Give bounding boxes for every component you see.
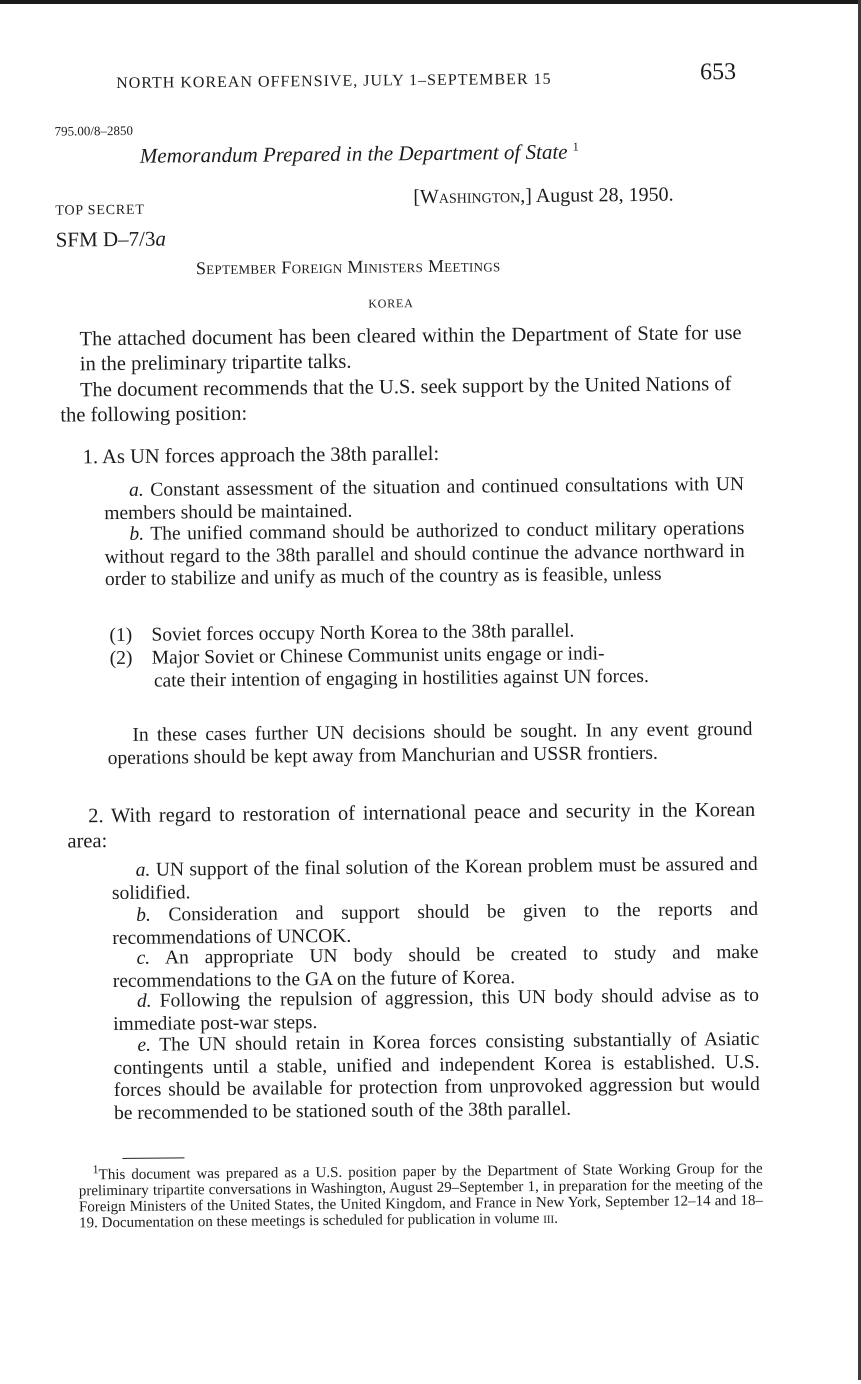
- document-title: [140, 140, 579, 169]
- footnote-volume: iii.: [543, 1210, 558, 1227]
- document-code-suffix: a: [155, 226, 167, 251]
- point-2-heading: 2. With regard to restoration of international peace and security in the Korean area:: [67, 798, 756, 853]
- point-1a-text: Constant assessment of the situation and continued consultations with UN members should be maintained.: [104, 473, 745, 524]
- point-1b-text: The unified command should be authorized to conduct military operations without regard to the 38th parallel and should continue the advance northward in order to stabilize and unify as much of the country as is feasible, unless: [104, 517, 745, 591]
- footnote-marker: 1: [92, 1162, 99, 1177]
- dateline-date: August 28, 1950.: [535, 183, 674, 207]
- point-2c-text: An appropriate UN body should be created to study and make recommendations to the GA on the future of Korea.: [112, 941, 759, 992]
- condition-1-label: (1): [109, 624, 133, 647]
- file-number: 795.00/8–2850: [54, 122, 134, 139]
- point-2a: [112, 854, 758, 905]
- point-2d: [113, 985, 759, 1036]
- point-1a: [104, 474, 744, 525]
- point-2d-label: d.: [136, 990, 152, 1012]
- point-1b: [104, 518, 745, 592]
- point-1a-label: a.: [128, 479, 144, 501]
- point-2e-text: The UN should retain in Korea forces consisting substantially of Asiatic contingents until a stable, unified and independent Korea is established. U.S. forces should be available for protection from unprovoked aggression but would be recommended to be stationed south of the 38th parallel.: [113, 1028, 760, 1124]
- condition-2-label: (2): [109, 647, 133, 670]
- point-2a-text: UN support of the final solution of the Korean problem must be assured and solidified.: [111, 853, 758, 904]
- section-heading: September Foreign Ministers Meetings: [195, 255, 501, 279]
- point-2a-label: a.: [135, 859, 151, 881]
- point-2c-label: c.: [136, 947, 151, 969]
- dateline-place: [Washington,]: [413, 184, 532, 209]
- document-code-text: SFM D–7/3: [55, 226, 156, 252]
- condition-2-text: Major Soviet or Chinese Communist units engage or indi-: [151, 643, 605, 669]
- classification-label: TOP SECRET: [55, 202, 145, 219]
- intro-paragraph: The attached document has been cleared within the Department of State for use in the preliminary tripartite talks.: [79, 321, 742, 376]
- subheading: KOREA: [368, 296, 414, 311]
- document-title-text: Memorandum Prepared in the Department of State: [139, 139, 568, 168]
- point-2e-label: e.: [137, 1034, 152, 1056]
- footnote: [79, 1155, 764, 1232]
- point-2b-text: Consideration and support should be given to the reports and recommendations of UNCOK.: [112, 898, 759, 949]
- page-number: 653: [699, 59, 737, 86]
- condition-2-continuation: cate their intention of engaging in hostilities against UN forces.: [153, 665, 649, 692]
- point-1b-label: b.: [129, 523, 145, 545]
- footnote-divider: [122, 1157, 184, 1159]
- title-footnote-marker: 1: [572, 139, 579, 154]
- point-1-closing: In these cases further UN decisions should be sought. In any event ground operations should be kept away from Manchurian and USSR frontiers.: [107, 718, 753, 769]
- recommendation-paragraph: The document recommends that the U.S. seek support by the United Nations of the following position:: [60, 373, 732, 427]
- dateline: [413, 184, 674, 209]
- point-2d-text: Following the repulsion of aggression, this UN body should advise as to immediate post-war steps.: [113, 984, 760, 1035]
- point-2e: [113, 1029, 760, 1125]
- point-1-heading: 1. As UN forces approach the 38th parallel:: [82, 442, 440, 469]
- point-2b-label: b.: [136, 904, 151, 926]
- condition-1-text: Soviet forces occupy North Korea to the 38th parallel.: [151, 620, 575, 646]
- footnote-text: This document was prepared as a U.S. position paper by the Department of State Working Group for the preliminary tripartite conversations in Washington, August 29–September 1, in preparation for the meeting of the Foreign Ministers of the United States, the United Kingdom, and France in New York, September 12–14 and 18–19. Documentation on these meetings is scheduled for publication in volume: [78, 1160, 763, 1232]
- document-code: [56, 227, 167, 253]
- running-title: NORTH KOREAN OFFENSIVE, JULY 1–SEPTEMBER 15: [116, 70, 552, 92]
